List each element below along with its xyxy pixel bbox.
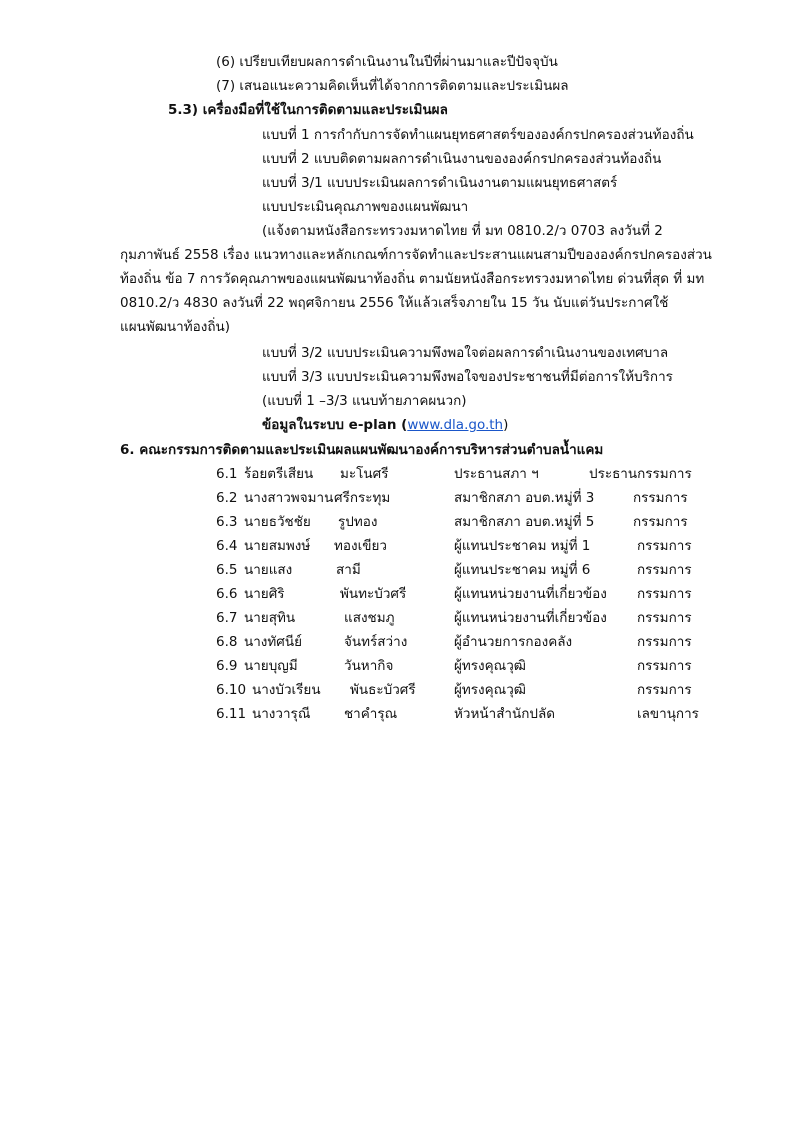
committee-row <box>0 488 794 512</box>
member-no: 6.10 <box>216 682 247 698</box>
member-name: นางบัวเรียน <box>252 682 321 698</box>
member-role: กรรมการ <box>637 610 692 626</box>
committee-row <box>0 704 794 728</box>
member-surname: พันธะบัวศรี <box>350 682 416 698</box>
item-7: (7) เสนอแนะความคิดเห็นที่ได้จากการติดตามและประเมินผล <box>216 78 569 94</box>
form-1: แบบที่ 1 การกำกับการจัดทำแผนยุทธศาสตร์ขององค์กรปกครองส่วนท้องถิ่น <box>262 127 694 143</box>
member-role: กรรมการ <box>637 634 692 650</box>
member-no: 6.3 <box>216 514 238 530</box>
member-name: นายสุทิน <box>244 610 296 626</box>
appendix-note: (แบบที่ 1 –3/3 แนบท้ายภาคผนวก) <box>262 393 467 409</box>
member-surname: แสงชมภู <box>344 610 395 626</box>
member-position: ผู้แทนประชาคม หมู่ที่ 6 <box>454 562 591 578</box>
member-no: 6.1 <box>216 466 238 482</box>
eplan-close: ) <box>503 417 509 433</box>
member-no: 6.2 <box>216 490 238 506</box>
member-no: 6.7 <box>216 610 238 626</box>
member-no: 6.4 <box>216 538 238 554</box>
member-name: นางวารุณี <box>252 706 311 722</box>
member-position: ผู้แทนหน่วยงานที่เกี่ยวข้อง <box>454 610 607 626</box>
member-name: นางทัศนีย์ <box>244 634 303 650</box>
member-no: 6.5 <box>216 562 238 578</box>
member-surname: ชาคำรุณ <box>344 706 398 722</box>
member-surname: ทองเขียว <box>334 538 387 554</box>
member-role: กรรมการ <box>633 514 688 530</box>
member-role: ประธานกรรมการ <box>589 466 692 482</box>
committee-row <box>0 680 794 704</box>
member-role: เลขานุการ <box>637 706 699 722</box>
member-position: ผู้แทนหน่วยงานที่เกี่ยวข้อง <box>454 586 607 602</box>
note-line-2: กุมภาพันธ์ 2558 เรื่อง แนวทางและหลักเกณฑ์การจัดทำและประสานแผนสามปีขององค์กรปกครองส่วน <box>120 247 712 263</box>
member-role: กรรมการ <box>637 682 692 698</box>
member-role: กรรมการ <box>637 658 692 674</box>
section-6-heading: 6. คณะกรรมการติดตามและประเมินผลแผนพัฒนาองค์การบริหารส่วนตำบลน้ำแคม <box>120 442 604 458</box>
member-surname: จันทร์สว่าง <box>344 634 408 650</box>
member-role: กรรมการ <box>637 538 692 554</box>
committee-row <box>0 656 794 680</box>
member-surname: วันหากิจ <box>344 658 394 674</box>
member-no: 6.9 <box>216 658 238 674</box>
member-surname: พันทะบัวศรี <box>340 586 407 602</box>
eplan-label: ข้อมูลในระบบ e-plan ( <box>262 417 408 433</box>
member-position: ผู้อำนวยการกองคลัง <box>454 634 573 650</box>
section-5-3-heading: 5.3) เครื่องมือที่ใช้ในการติดตามและประเมินผล <box>168 102 448 118</box>
member-surname: สามี <box>336 562 361 578</box>
member-position: ผู้ทรงคุณวุฒิ <box>454 658 526 674</box>
member-name: นายบุญมี <box>244 658 298 674</box>
member-position: ประธานสภา ฯ <box>454 466 539 482</box>
committee-row <box>0 584 794 608</box>
member-role: กรรมการ <box>637 586 692 602</box>
committee-row <box>0 560 794 584</box>
member-role: กรรมการ <box>633 490 688 506</box>
form-2: แบบที่ 2 แบบติดตามผลการดำเนินงานขององค์กรปกครองส่วนท้องถิ่น <box>262 151 662 167</box>
member-name: นายธวัชชัย <box>244 514 311 530</box>
member-name: นายสมพงษ์ <box>244 538 311 554</box>
member-no: 6.8 <box>216 634 238 650</box>
member-position: ผู้แทนประชาคม หมู่ที่ 1 <box>454 538 591 554</box>
member-surname: มะโนศรี <box>340 466 389 482</box>
eplan-link[interactable]: www.dla.go.th <box>407 417 504 433</box>
member-no: 6.6 <box>216 586 238 602</box>
item-6: (6) เปรียบเทียบผลการดำเนินงานในปีที่ผ่านมาและปีปัจจุบัน <box>216 54 558 70</box>
member-name: นายแสง <box>244 562 293 578</box>
note-line-3: ท้องถิ่น ข้อ 7 การวัดคุณภาพของแผนพัฒนาท้องถิ่น ตามนัยหนังสือกระทรวงมหาดไทย ด่วนที่สุด ที่ มท <box>120 271 705 287</box>
member-no: 6.11 <box>216 706 247 722</box>
member-name: นายศิริ <box>244 586 285 602</box>
form-3-2: แบบที่ 3/2 แบบประเมินความพึงพอใจต่อผลการดำเนินงานของเทศบาล <box>262 345 669 361</box>
committee-row <box>0 464 794 488</box>
note-line-4: 0810.2/ว 4830 ลงวันที่ 22 พฤศจิกายน 2556 ให้แล้วเสร็จภายใน 15 วัน นับแต่วันประกาศใช้ <box>120 295 669 311</box>
form-quality: แบบประเมินคุณภาพของแผนพัฒนา <box>262 199 469 215</box>
member-position: หัวหน้าสำนักปลัด <box>454 706 556 722</box>
form-3-3: แบบที่ 3/3 แบบประเมินความพึงพอใจของประชาชนที่มีต่อการให้บริการ <box>262 369 673 385</box>
committee-row <box>0 608 794 632</box>
committee-row <box>0 512 794 536</box>
member-name: ร้อยตรีเสียน <box>244 466 314 482</box>
member-name: นางสาวพจมาน <box>244 490 334 506</box>
member-surname: ศรีกระทุม <box>334 490 391 506</box>
eplan-line <box>262 415 508 435</box>
committee-row <box>0 632 794 656</box>
member-role: กรรมการ <box>637 562 692 578</box>
member-surname: รูปทอง <box>338 514 378 530</box>
note-line-5: แผนพัฒนาท้องถิ่น) <box>120 319 231 335</box>
member-position: สมาชิกสภา อบต.หมู่ที่ 5 <box>454 514 595 530</box>
note-line-1: (แจ้งตามหนังสือกระทรวงมหาดไทย ที่ มท 0810.2/ว 0703 ลงวันที่ 2 <box>262 223 663 239</box>
committee-row <box>0 536 794 560</box>
member-position: สมาชิกสภา อบต.หมู่ที่ 3 <box>454 490 595 506</box>
member-position: ผู้ทรงคุณวุฒิ <box>454 682 526 698</box>
form-3-1: แบบที่ 3/1 แบบประเมินผลการดำเนินงานตามแผนยุทธศาสตร์ <box>262 175 618 191</box>
